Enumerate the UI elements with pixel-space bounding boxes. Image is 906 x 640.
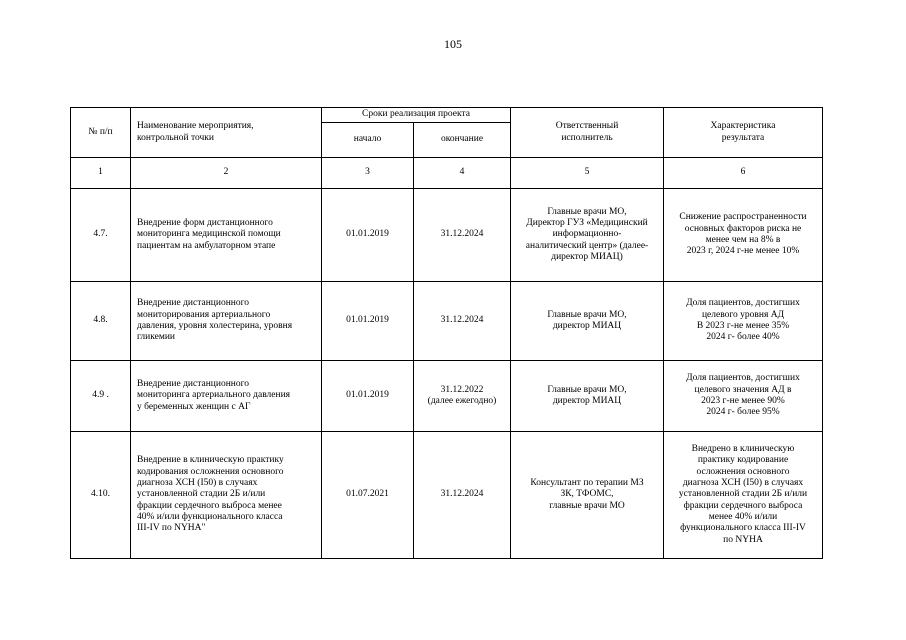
row-responsible: Консультант по терапии МЗ ЗК, ТФОМС, главные врачи МО xyxy=(511,432,664,559)
row-start: 01.01.2019 xyxy=(322,282,414,361)
row-responsible: Главные врачи МО, Директор ГУЗ «Медицинский информационно- аналитический центр» (далее- директор МИАЦ) xyxy=(511,189,664,282)
row-name: Внедрение форм дистанционного мониторинга медицинской помощи пациентам на амбулаторном этапе xyxy=(131,189,322,282)
row-end: 31.12.2024 xyxy=(414,282,511,361)
header-num: № п/п xyxy=(71,108,131,158)
row-num: 4.8. xyxy=(71,282,131,361)
row-result: Доля пациентов, достигших целевого значения АД в 2023 г-не менее 90% 2024 г- более 95% xyxy=(664,361,823,432)
header-start: начало xyxy=(322,123,414,158)
header-end: окончание xyxy=(414,123,511,158)
column-number-row xyxy=(71,158,823,189)
row-num: 4.10. xyxy=(71,432,131,559)
row-name: Внедрение в клиническую практику кодирования осложнения основного диагноза ХСН (I50) в случаях установленной стадии 2Б и/или фракции сердечного выброса менее 40% и/или функционального класса III-IV по NYHA" xyxy=(131,432,322,559)
row-end: 31.12.2022 (далее ежегодно) xyxy=(414,361,511,432)
column-number: 3 xyxy=(322,158,414,189)
row-start: 01.01.2019 xyxy=(322,189,414,282)
row-end: 31.12.2024 xyxy=(414,189,511,282)
column-number: 2 xyxy=(131,158,322,189)
header-result: Характеристика результата xyxy=(664,108,823,158)
activities-table xyxy=(70,107,823,559)
header-responsible: Ответственный исполнитель xyxy=(511,108,664,158)
table-row xyxy=(71,361,823,432)
row-name: Внедрение дистанционного мониторинга артериального давления у беременных женщин с АГ xyxy=(131,361,322,432)
row-result: Внедрено в клиническую практику кодирование осложнения основного диагноза ХСН (I50) в случаях установленной стадии 2Б и/или фракции сердечного выброса менее 40% и/или функционального класса III-IV по NYHA xyxy=(664,432,823,559)
row-responsible: Главные врачи МО, директор МИАЦ xyxy=(511,361,664,432)
column-number: 1 xyxy=(71,158,131,189)
column-number: 6 xyxy=(664,158,823,189)
header-period: Сроки реализация проекта xyxy=(322,108,511,123)
row-result: Доля пациентов, достигших целевого уровня АД В 2023 г-не менее 35% 2024 г- более 40% xyxy=(664,282,823,361)
header-name: Наименование мероприятия, контрольной точки xyxy=(131,108,322,158)
page-number: 105 xyxy=(444,37,462,51)
header-row xyxy=(71,108,823,123)
row-end: 31.12.2024 xyxy=(414,432,511,559)
table-row xyxy=(71,189,823,282)
column-number: 5 xyxy=(511,158,664,189)
row-result: Снижение распространенности основных факторов риска не менее чем на 8% в 2023 г, 2024 г-не менее 10% xyxy=(664,189,823,282)
row-start: 01.01.2019 xyxy=(322,361,414,432)
table-row xyxy=(71,282,823,361)
row-start: 01.07.2021 xyxy=(322,432,414,559)
column-number: 4 xyxy=(414,158,511,189)
row-num: 4.9 . xyxy=(71,361,131,432)
row-name: Внедрение дистанционного мониторирования артериального давления, уровня холестерина, уровня гликемии xyxy=(131,282,322,361)
row-num: 4.7. xyxy=(71,189,131,282)
row-responsible: Главные врачи МО, директор МИАЦ xyxy=(511,282,664,361)
table-row xyxy=(71,432,823,559)
